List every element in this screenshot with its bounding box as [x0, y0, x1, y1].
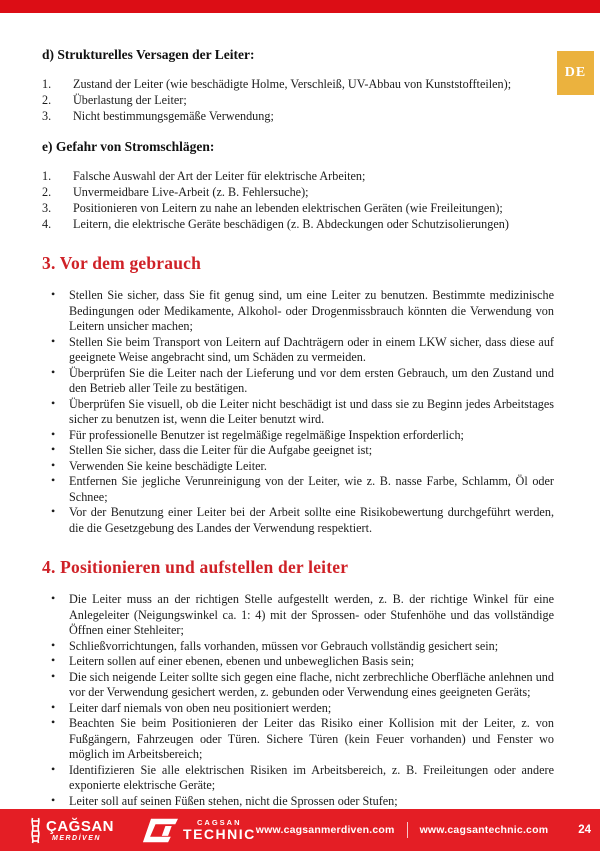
bullet-list: [42, 592, 554, 809]
list-item: • Für professionelle Benutzer ist regelmäßige regelmäßige Inspektion erforderlich;: [42, 428, 554, 444]
list-item: Überlastung der Leiter;: [73, 93, 187, 107]
chapter-heading: 4. Positionieren und aufstellen der leiter: [42, 557, 349, 577]
top-red-bar: [0, 0, 600, 13]
website-merdiven: www.cagsanmerdiven.com: [255, 824, 395, 836]
brand-secondary-top: CAGSAN: [197, 817, 242, 827]
sub-heading: d) Strukturelles Versagen der Leiter:: [42, 47, 255, 62]
list-item: • Leiter darf niemals von oben neu positioniert werden;: [42, 701, 554, 717]
list-item: Zustand der Leiter (wie beschädigte Holme, Verschleiß, UV-Abbau von Kunststoffteilen);: [73, 77, 512, 91]
footer-websites: [256, 822, 549, 838]
list-item: • Leitern sollen auf einer ebenen, ebenen und unbeweglichen Basis sein;: [42, 654, 554, 670]
website-divider: [407, 822, 408, 838]
list-item: Unvermeidbare Live-Arbeit (z. B. Fehlersuche);: [73, 185, 309, 199]
website-technic: www.cagsantechnic.com: [419, 824, 549, 836]
list-item: • Vor der Benutzung einer Leiter bei der Arbeit sollte eine Risikobewertung durchgeführt werden, die die Gesetzgebung des Landes der Verwendung respektiert.: [42, 505, 554, 536]
list-item: • Überprüfen Sie visuell, ob die Leiter nicht beschädigt ist und dass sie zu Beginn jedes Arbeitstages sicher zu benutzen ist, wenn die Leiter benutzt wird.: [42, 397, 554, 428]
list-item: • Beachten Sie beim Positionieren der Leiter das Risiko einer Kollision mit der Leiter, z. von Fußgängern, Fahrzeugen oder Türen. Sichere Türen (kein Feuer vorhanden) und Fenster wo möglich im Arbeitsbereich;: [42, 716, 554, 763]
list-item: • Leiter soll auf seinen Füßen stehen, nicht die Sprossen oder Stufen;: [42, 794, 554, 810]
list-item: Nicht bestimmungsgemäße Verwendung;: [73, 109, 274, 123]
list-item: • Stellen Sie beim Transport von Leitern auf Dachträgern oder in einem LKW sicher, dass diese auf geeignete Weise angebracht sind, um Schäden zu vermeiden.: [42, 335, 554, 366]
bullet-list: [42, 288, 554, 536]
chapter-section: [42, 557, 554, 809]
language-tab-label: DE: [564, 65, 587, 80]
numbered-list: [42, 76, 554, 124]
list-item: • Die sich neigende Leiter sollte sich gegen eine flache, nicht zerbrechliche Oberfläche anlehnen und vor der Verwendung gesichert werden, z. gebunden oder Verwendung eines geeigneten Geräts;: [42, 670, 554, 701]
brand-primary-name: ÇAĞSAN: [46, 817, 115, 835]
list-item: Positionieren von Leitern zu nahe an lebenden elektrischen Geräten (wie Freileitungen);: [73, 201, 503, 215]
footer-bar: [0, 809, 600, 851]
list-item: • Stellen Sie sicher, dass die Leiter für die Aufgabe geeignet ist;: [42, 443, 554, 459]
list-item: • Verwenden Sie keine beschädigte Leiter.: [42, 459, 554, 475]
sub-section: [42, 47, 554, 124]
technic-logo-icon: [142, 817, 178, 844]
brand-primary-subtitle: MERDİVEN: [52, 834, 101, 842]
cagsan-merdiven-logo: [30, 817, 114, 844]
sub-heading: e) Gefahr von Stromschlägen:: [42, 139, 215, 154]
numbered-list: [42, 168, 554, 232]
list-item: • Stellen Sie sicher, dass Sie fit genug sind, um eine Leiter zu benutzen. Bestimmte medizinische Bedingungen oder Medikamente, Alkohol- oder Drogenmissbrauch könnten die Verwendung von Leitern unsicher machen;: [42, 288, 554, 335]
page-number: 24: [578, 824, 592, 836]
list-item: • Identifizieren Sie alle elektrischen Risiken im Arbeitsbereich, z. B. Freileitungen oder andere exponierte elektrische Geräte;: [42, 763, 554, 794]
brand-secondary-bottom: TECHNIC: [183, 826, 256, 843]
ladder-icon: [30, 817, 41, 844]
sub-section: [42, 139, 554, 232]
list-item: • Die Leiter muss an der richtigen Stelle aufgestellt werden, z. B. der richtige Winkel für eine Anlegeleiter (Neigungswinkel ca. 1: 4) mit der Sprossen- oder Stufenhöhe und das vollständige Öffnen einer Stehleiter;: [42, 592, 554, 639]
list-item: Leitern, die elektrische Geräte beschädigen (z. B. Abdeckungen oder Schutzisolierungen): [73, 217, 509, 231]
list-item: • Schließvorrichtungen, falls vorhanden, müssen vor Gebrauch vollständig gesichert sein;: [42, 639, 554, 655]
cagsan-technic-logo: [142, 817, 256, 844]
list-item: • Überprüfen Sie die Leiter nach der Lieferung und vor dem ersten Gebrauch, um den Zustand und den Betrieb aller Teile zu bestätigen.: [42, 366, 554, 397]
list-item: • Entfernen Sie jegliche Verunreinigung von der Leiter, wie z. B. nasse Farbe, Schlamm, Öl oder Schnee;: [42, 474, 554, 505]
chapter-section: [42, 253, 554, 536]
page-content: [0, 13, 600, 809]
list-item: Falsche Auswahl der Art der Leiter für elektrische Arbeiten;: [73, 169, 366, 183]
chapter-heading: 3. Vor dem gebrauch: [42, 253, 202, 273]
